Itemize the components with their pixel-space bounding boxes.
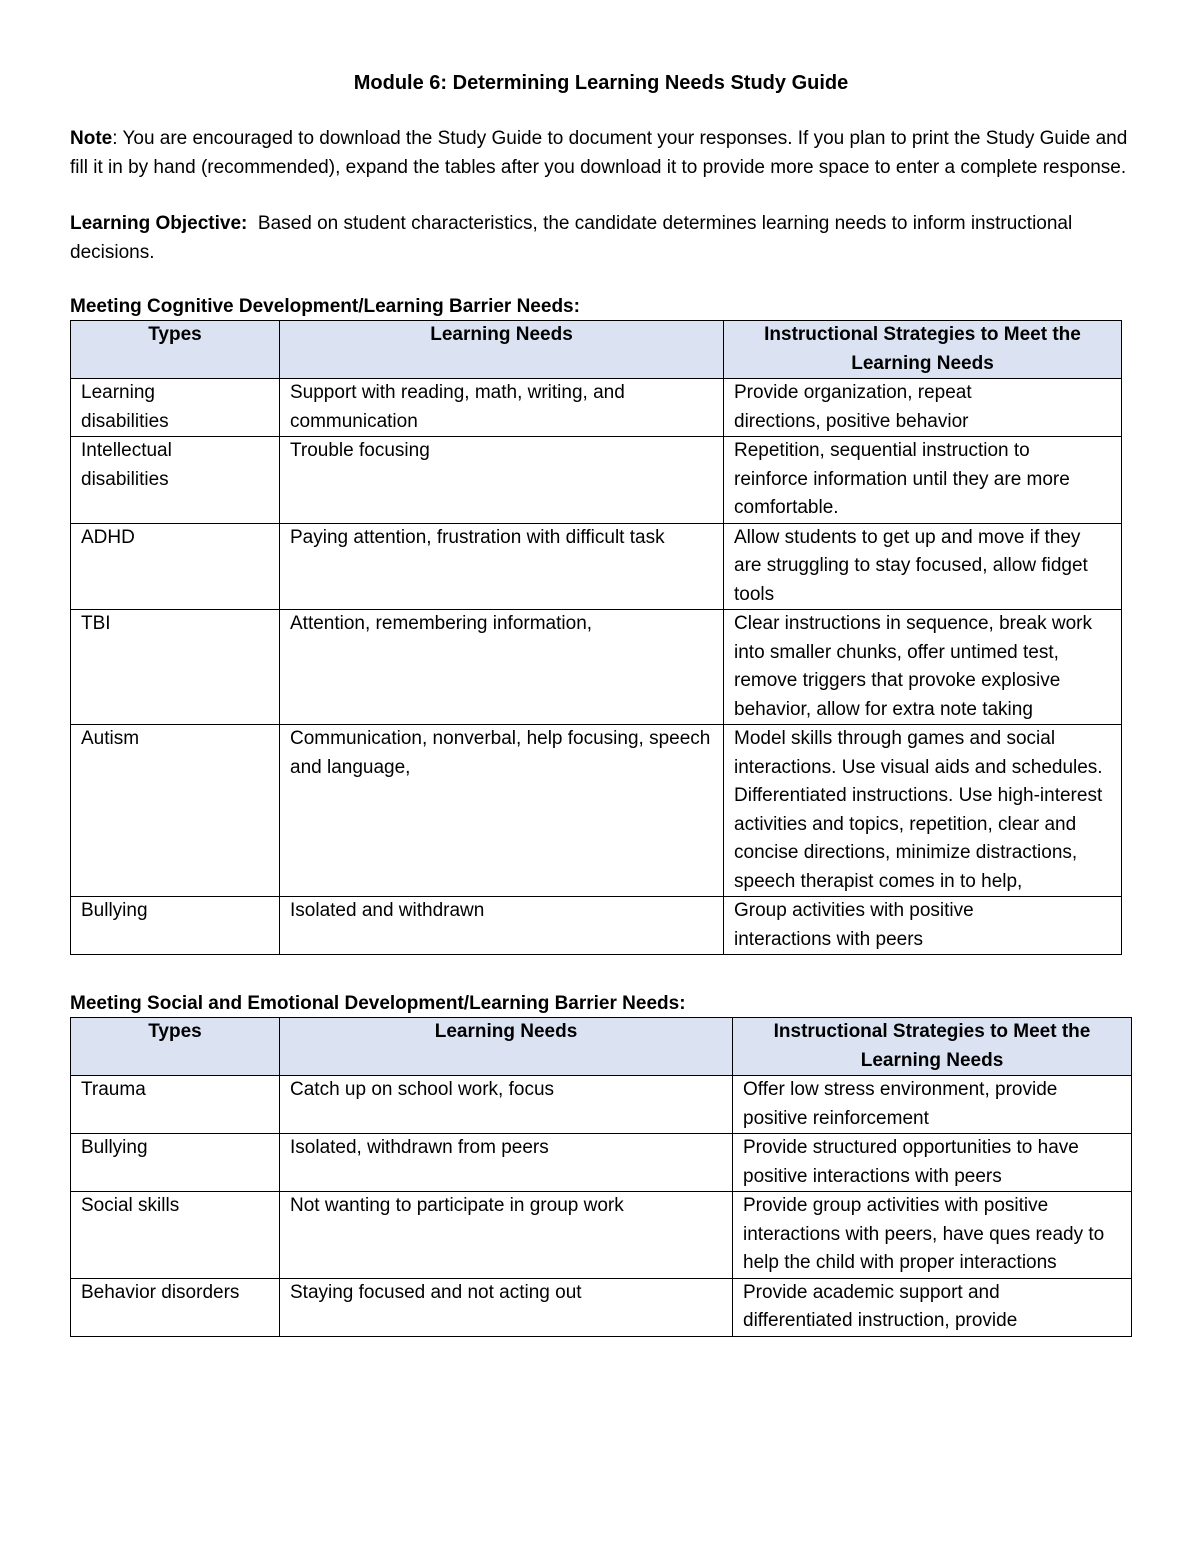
table-row [71,610,1122,725]
type-cell: ADHD [71,523,280,610]
strategies-cell: Model skills through games and social interactions. Use visual aids and schedules. Differentiated instructions. Use high-interest activities and topics, repetition, clear and concise directions, minimize distractions, speech therapist comes in to help, [724,725,1122,897]
strategies-cell: Clear instructions in sequence, break work into smaller chunks, offer untimed test, remove triggers that provoke explosive behavior, allow for extra note taking [724,610,1122,725]
table-row [71,1278,1132,1336]
needs-cell: Catch up on school work, focus [280,1076,733,1134]
note-paragraph [70,124,1132,182]
note-text: : You are encouraged to download the Study Guide to document your responses. If you plan to print the Study Guide and fill it in by hand (recommended), expand the tables after you download it to provide more space to enter a complete response. [70,128,1128,178]
needs-cell: Not wanting to participate in group work [280,1192,733,1279]
strategies-cell: Offer low stress environment, provide positive reinforcement [733,1076,1132,1134]
page-title: Module 6: Determining Learning Needs Study Guide [353,72,849,94]
needs-cell: Staying focused and not acting out [280,1278,733,1336]
strategies-cell: Allow students to get up and move if they are struggling to stay focused, allow fidget tools [724,523,1122,610]
column-header-learning-needs: Learning Needs [280,1018,733,1076]
needs-cell: Paying attention, frustration with difficult task [280,523,724,610]
social-section-heading: Meeting Social and Emotional Development/Learning Barrier Needs: [70,993,686,1014]
objective-label: Learning Objective: [70,213,248,234]
type-cell: Behavior disorders [71,1278,280,1336]
objective-paragraph [70,209,1132,267]
objective-text: Based on student characteristics, the candidate determines learning needs to inform instructional decisions. [70,213,1078,263]
table-row [71,897,1122,955]
column-header-learning-needs: Learning Needs [280,321,724,379]
strategies-cell: Provide structured opportunities to have positive interactions with peers [733,1134,1132,1192]
document-page [70,68,1132,1337]
column-header-types: Types [71,321,280,379]
cognitive-needs-table [70,320,1122,955]
needs-cell: Isolated, withdrawn from peers [280,1134,733,1192]
strategies-cell: Provide organization, repeat directions, positive behavior [724,379,1122,437]
table-row [71,725,1122,897]
type-cell: Autism [71,725,280,897]
type-cell: Learning disabilities [71,379,280,437]
type-cell: TBI [71,610,280,725]
column-header-types: Types [71,1018,280,1076]
strategies-cell: Provide academic support and differentiated instruction, provide [733,1278,1132,1336]
needs-cell: Trouble focusing [280,437,724,524]
column-header-strategies: Instructional Strategies to Meet the Learning Needs [733,1018,1132,1076]
strategies-cell: Group activities with positive interactions with peers [724,897,1122,955]
type-cell: Bullying [71,897,280,955]
table-header-row [71,1018,1132,1076]
note-label: Note [70,128,113,149]
type-cell: Social skills [71,1192,280,1279]
table-row [71,1076,1132,1134]
table-row [71,1134,1132,1192]
table-header-row [71,321,1122,379]
needs-cell: Attention, remembering information, [280,610,724,725]
table-row [71,1192,1132,1279]
table-row [71,523,1122,610]
strategies-cell: Repetition, sequential instruction to reinforce information until they are more comfortable. [724,437,1122,524]
type-cell: Intellectual disabilities [71,437,280,524]
needs-cell: Support with reading, math, writing, and communication [280,379,724,437]
cognitive-section-heading: Meeting Cognitive Development/Learning Barrier Needs: [70,296,580,317]
needs-cell: Communication, nonverbal, help focusing, speech and language, [280,725,724,897]
table-row [71,437,1122,524]
column-header-strategies: Instructional Strategies to Meet the Learning Needs [724,321,1122,379]
strategies-cell: Provide group activities with positive interactions with peers, have ques ready to help the child with proper interactions [733,1192,1132,1279]
table-row [71,379,1122,437]
type-cell: Trauma [71,1076,280,1134]
needs-cell: Isolated and withdrawn [280,897,724,955]
type-cell: Bullying [71,1134,280,1192]
social-needs-table [70,1017,1132,1337]
